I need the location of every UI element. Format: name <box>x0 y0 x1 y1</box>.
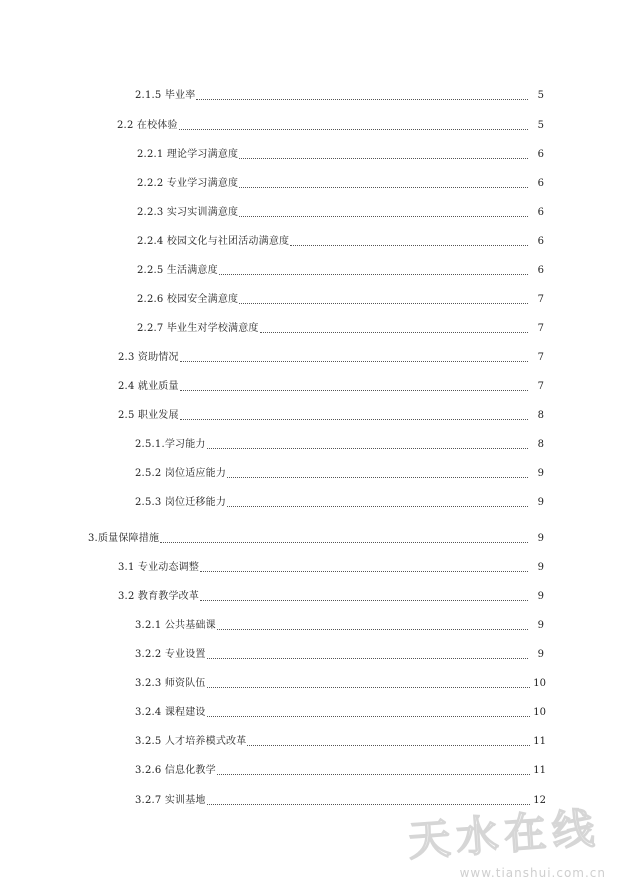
toc-entry-page-number: 12 <box>533 795 546 806</box>
toc-entry-page-number: 10 <box>533 707 546 718</box>
toc-entry[interactable] <box>135 618 544 632</box>
toc-leader-dots <box>227 476 528 478</box>
toc-entry-title: 2.2.3 实习实训满意度 <box>137 207 239 218</box>
toc-leader-dots <box>239 186 528 188</box>
toc-entry-title: 2.5.3 岗位迁移能力 <box>135 497 227 508</box>
toc-leader-dots <box>290 244 528 246</box>
toc-entry-page-number: 7 <box>537 381 544 392</box>
toc-leader-dots <box>207 715 530 717</box>
toc-leader-dots <box>239 215 528 217</box>
toc-entry[interactable] <box>118 379 544 393</box>
toc-leader-dots <box>260 331 528 333</box>
toc-entry[interactable] <box>135 437 544 451</box>
toc-leader-dots <box>207 686 530 688</box>
toc-entry[interactable] <box>88 531 544 545</box>
toc-entry-title: 3.2.2 专业设置 <box>135 649 206 660</box>
toc-entry-page-number: 9 <box>537 649 544 660</box>
toc-leader-dots <box>239 302 528 304</box>
toc-entry-page-number: 6 <box>537 236 544 247</box>
toc-entry-page-number: 9 <box>537 468 544 479</box>
toc-entry-page-number: 9 <box>537 562 544 573</box>
toc-entry[interactable] <box>137 205 544 219</box>
toc-entry-title: 2.2.1 理论学习满意度 <box>137 149 239 160</box>
toc-leader-dots <box>180 360 528 362</box>
toc-entry-page-number: 10 <box>533 678 546 689</box>
toc-entry-page-number: 9 <box>537 591 544 602</box>
toc-entry-page-number: 9 <box>537 497 544 508</box>
toc-entry-title: 2.5.2 岗位适应能力 <box>135 468 227 479</box>
toc-leader-dots <box>179 128 528 130</box>
toc-entry-title: 3.2.5 人才培养模式改革 <box>135 736 247 747</box>
toc-entry[interactable] <box>137 234 544 248</box>
toc-entry-title: 2.2.6 校园安全满意度 <box>137 294 239 305</box>
toc-entry-title: 3.质量保障措施 <box>88 533 160 544</box>
toc-leader-dots <box>217 628 528 630</box>
toc-leader-dots <box>239 157 528 159</box>
toc-entry[interactable] <box>118 560 544 574</box>
toc-entry-title: 2.2.2 专业学习满意度 <box>137 178 239 189</box>
toc-entry[interactable] <box>135 88 544 102</box>
watermark <box>406 802 610 882</box>
toc-entry-title: 3.1 专业动态调整 <box>118 562 200 573</box>
toc-entry[interactable] <box>117 118 544 132</box>
toc-entry[interactable] <box>118 589 544 603</box>
toc-entry[interactable] <box>118 350 544 364</box>
toc-entry-page-number: 7 <box>537 352 544 363</box>
toc-entry[interactable] <box>135 763 546 777</box>
toc-leader-dots <box>219 273 528 275</box>
toc-entry[interactable] <box>137 147 544 161</box>
toc-entry-page-number: 6 <box>537 265 544 276</box>
toc-leader-dots <box>207 657 528 659</box>
toc-entry-page-number: 6 <box>537 207 544 218</box>
toc-entry-page-number: 6 <box>537 149 544 160</box>
toc-entry-page-number: 11 <box>533 765 546 776</box>
toc-entry-page-number: 11 <box>533 736 546 747</box>
watermark-url: www.tianshui.com.cn <box>459 866 606 880</box>
toc-entry[interactable] <box>135 495 544 509</box>
toc-entry[interactable] <box>137 176 544 190</box>
watermark-logo-text: 天水在线 <box>406 803 602 866</box>
toc-entry[interactable] <box>135 705 546 719</box>
toc-leader-dots <box>200 570 528 572</box>
toc-entry-title: 3.2 教育教学改革 <box>118 591 200 602</box>
toc-entry-title: 3.2.4 课程建设 <box>135 707 206 718</box>
toc-entry-title: 3.2.3 师资队伍 <box>135 678 206 689</box>
toc-entry-page-number: 5 <box>537 90 544 101</box>
toc-entry[interactable] <box>118 408 544 422</box>
toc-entry-title: 3.2.1 公共基础课 <box>135 620 216 631</box>
toc-leader-dots <box>227 505 528 507</box>
toc-leader-dots <box>180 418 528 420</box>
toc-entry-title: 2.2.5 生活满意度 <box>137 265 218 276</box>
toc-entry-page-number: 6 <box>537 178 544 189</box>
toc-entry-page-number: 5 <box>537 120 544 131</box>
toc-entry-title: 2.1.5 毕业率 <box>135 90 196 101</box>
toc-entry[interactable] <box>135 466 544 480</box>
toc-entry-title: 2.5 职业发展 <box>118 410 179 421</box>
toc-entry-title: 3.2.6 信息化教学 <box>135 765 216 776</box>
toc-entry-title: 2.4 就业质量 <box>118 381 179 392</box>
toc-entry[interactable] <box>137 292 544 306</box>
toc-entry-page-number: 9 <box>537 620 544 631</box>
toc-entry-title: 3.2.7 实训基地 <box>135 795 206 806</box>
toc-entry-title: 2.3 资助情况 <box>118 352 179 363</box>
toc-entry-page-number: 8 <box>537 439 544 450</box>
toc-entry[interactable] <box>137 321 544 335</box>
toc-leader-dots <box>160 541 528 543</box>
toc-leader-dots <box>196 98 528 100</box>
toc-entry-title: 2.2.7 毕业生对学校满意度 <box>137 323 259 334</box>
toc-entry[interactable] <box>135 647 544 661</box>
toc-entry-title: 2.5.1.学习能力 <box>135 439 206 450</box>
toc-entry-page-number: 7 <box>537 323 544 334</box>
toc-entry[interactable] <box>137 263 544 277</box>
toc-entry-page-number: 9 <box>537 533 544 544</box>
toc-entry-title: 2.2.4 校园文化与社团活动满意度 <box>137 236 290 247</box>
toc-leader-dots <box>180 389 528 391</box>
toc-leader-dots <box>217 773 530 775</box>
toc-leader-dots <box>207 447 528 449</box>
toc-entry-page-number: 7 <box>537 294 544 305</box>
toc-leader-dots <box>200 599 528 601</box>
toc-entry-page-number: 8 <box>537 410 544 421</box>
toc-entry-title: 2.2 在校体验 <box>117 120 178 131</box>
toc-leader-dots <box>247 744 530 746</box>
toc-entry[interactable] <box>135 676 546 690</box>
toc-entry[interactable] <box>135 734 546 748</box>
